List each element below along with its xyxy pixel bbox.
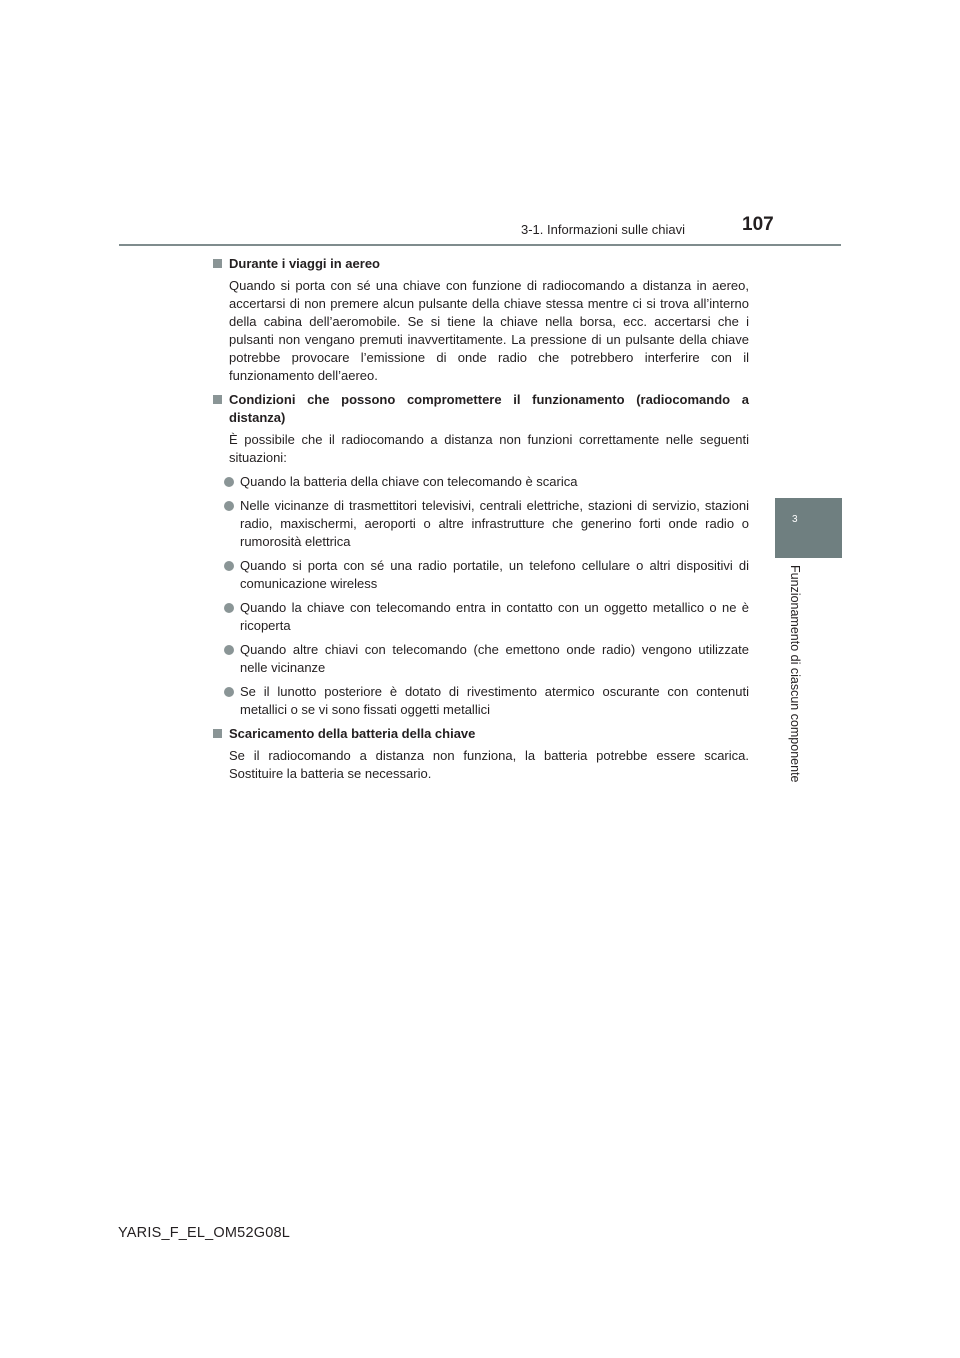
circle-bullet-icon [224, 561, 234, 571]
list-item [212, 497, 749, 551]
list-item-text: Quando si porta con sé una radio portatile, un telefono cellulare o altri dispositivi di comunicazione wireless [240, 558, 749, 591]
list-item [212, 641, 749, 677]
list-item [212, 473, 749, 491]
section-heading [212, 391, 749, 427]
header-section-title: 3-1. Informazioni sulle chiavi [521, 222, 686, 237]
section-heading-text: Scaricamento della batteria della chiave [229, 726, 476, 741]
list-item-text: Se il lunotto posteriore è dotato di rivestimento atermico oscurante con contenuti metallici o se vi sono fissati oggetti metallici [240, 684, 749, 717]
chapter-side-title [788, 565, 808, 805]
section-heading [212, 725, 749, 743]
chapter-title: Funzionamento di ciascun componente [788, 565, 802, 783]
section-paragraph: Quando si porta con sé una chiave con funzione di radiocomando a distanza in aereo, accertarsi di non premere alcun pulsante della chiave stessa mentre ci si trova all’interno della cabina dell’aeromobile. Se si tiene la chiave nella borsa, ecc. accertarsi che i pulsanti non vengano premuti inavvertitamente. La pressione di un pulsante della chiave potrebbe provocare l’emissione di onde radio che potrebbero interferire con il funzionamento dell’aereo. [229, 278, 749, 383]
list-item-text: Quando altre chiavi con telecomando (che emettono onde radio) vengono utilizzate nelle vicinanze [240, 642, 749, 675]
section-heading-text: Durante i viaggi in aereo [229, 256, 380, 271]
condition-list [212, 473, 749, 719]
list-item-text: Quando la batteria della chiave con telecomando è scarica [240, 474, 578, 489]
list-item [212, 599, 749, 635]
chapter-number: 3 [792, 514, 798, 525]
page-content [212, 255, 749, 783]
circle-bullet-icon [224, 687, 234, 697]
square-bullet-icon [213, 729, 222, 738]
section-heading-text: Condizioni che possono compromettere il funzionamento (radiocomando a distanza) [229, 392, 749, 425]
circle-bullet-icon [224, 603, 234, 613]
circle-bullet-icon [224, 501, 234, 511]
page-number: 107 [742, 214, 774, 235]
list-item [212, 683, 749, 719]
square-bullet-icon [213, 259, 222, 268]
section-paragraph: Se il radiocomando a distanza non funziona, la batteria potrebbe essere scarica. Sostituire la batteria se necessario. [229, 748, 749, 781]
circle-bullet-icon [224, 477, 234, 487]
section-interference-conditions [212, 391, 749, 719]
section-battery-depletion [212, 725, 749, 783]
list-item [212, 557, 749, 593]
circle-bullet-icon [224, 645, 234, 655]
square-bullet-icon [213, 395, 222, 404]
header-divider [119, 244, 841, 246]
section-paragraph: È possibile che il radiocomando a distanza non funzioni correttamente nelle seguenti situazioni: [229, 432, 749, 465]
section-heading [212, 255, 749, 273]
list-item-text: Nelle vicinanze di trasmettitori televisivi, centrali elettriche, stazioni di servizio, stazioni radio, maxischermi, aeroporti o altre infrastrutture che generino forti onde radio o rumorosità elettrica [240, 498, 749, 549]
chapter-tab [775, 498, 842, 558]
document-code: YARIS_F_EL_OM52G08L [118, 1225, 290, 1241]
list-item-text: Quando la chiave con telecomando entra in contatto con un oggetto metallico o ne è ricoperta [240, 600, 749, 633]
section-air-travel [212, 255, 749, 385]
